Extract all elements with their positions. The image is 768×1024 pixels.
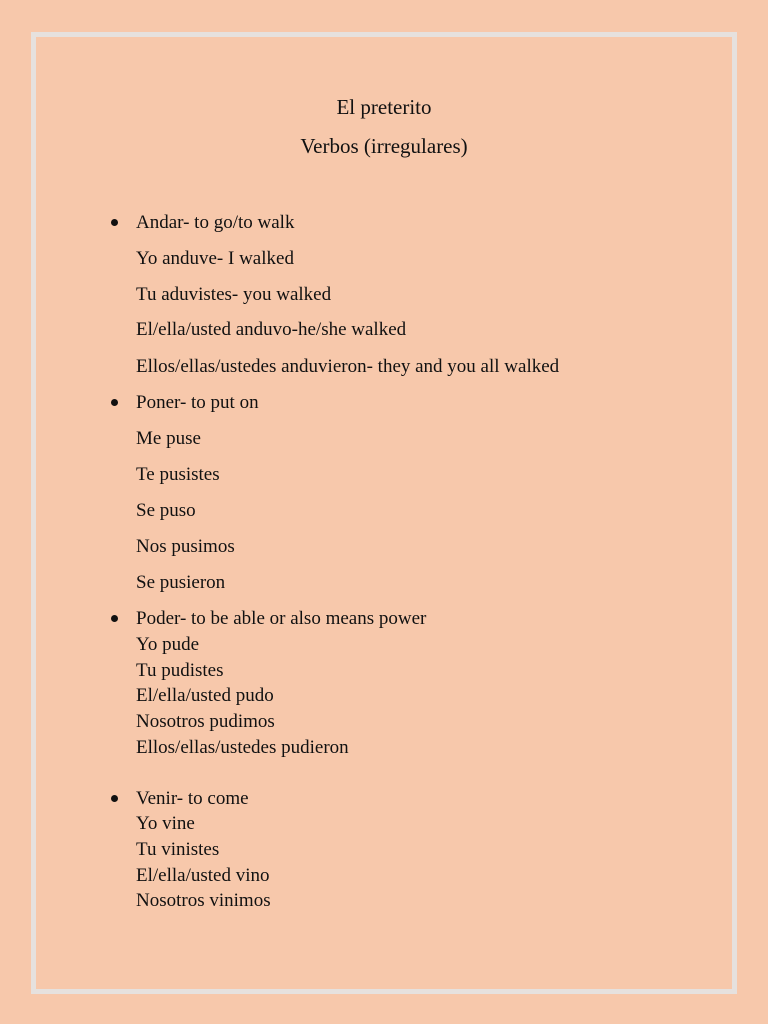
bullet-icon <box>110 392 120 402</box>
conjugation-line: Te pusistes <box>136 464 220 485</box>
conjugation-line: Yo pude <box>136 634 200 655</box>
conjugation-line: Se puso <box>136 500 196 521</box>
conjugation-line: Tu aduvistes- you walked <box>136 284 332 305</box>
conjugation-line: Nosotros pudimos <box>136 711 275 732</box>
conjugation-line: Ellos/ellas/ustedes anduvieron- they and you all walked <box>136 356 560 377</box>
bullet-icon <box>110 608 120 618</box>
conjugation-line: El/ella/usted pudo <box>136 685 274 706</box>
conjugation-line: Me puse <box>136 428 201 449</box>
verb-heading-venir: Venir- to come <box>136 788 249 809</box>
conjugation-line: Se pusieron <box>136 572 226 593</box>
verb-heading-poder: Poder- to be able or also means power <box>136 608 427 629</box>
verb-heading-poner: Poner- to put on <box>136 392 259 413</box>
page-title: El preterito <box>336 95 432 119</box>
bullet-icon <box>110 212 120 222</box>
page-subtitle: Verbos (irregulares) <box>300 134 468 158</box>
verb-heading-andar: Andar- to go/to walk <box>136 212 295 233</box>
conjugation-line: Yo vine <box>136 813 195 834</box>
conjugation-line: Tu pudistes <box>136 660 224 681</box>
conjugation-line: Tu vinistes <box>136 839 220 860</box>
conjugation-line: Nosotros vinimos <box>136 890 271 911</box>
conjugation-line: El/ella/usted vino <box>136 865 270 886</box>
conjugation-line: Yo anduve- I walked <box>136 248 294 269</box>
conjugation-line: Nos pusimos <box>136 536 235 557</box>
conjugation-line: El/ella/usted anduvo-he/she walked <box>136 319 407 340</box>
conjugation-line: Ellos/ellas/ustedes pudieron <box>136 737 349 758</box>
bullet-icon <box>110 788 120 798</box>
